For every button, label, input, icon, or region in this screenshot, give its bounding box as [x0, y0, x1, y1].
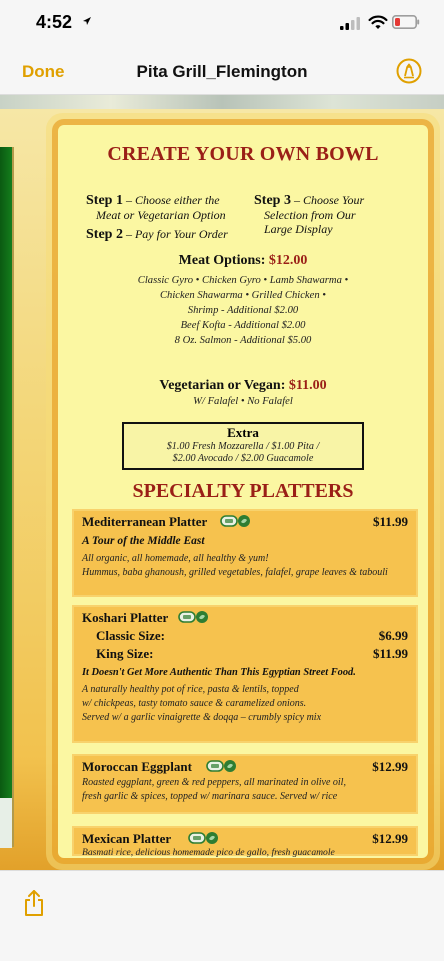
platter-subtitle: A Tour of the Middle East [82, 535, 205, 547]
status-bar [0, 0, 444, 48]
vegetarian-heading [58, 378, 428, 394]
vegan-badge-icon [206, 759, 248, 773]
platter-subtitle: It Doesn't Get More Authentic Than This Egyptian Street Food. [82, 667, 356, 678]
battery-low-icon [392, 15, 420, 29]
vegan-badge-icon [220, 514, 262, 528]
step-1 [86, 193, 220, 209]
meat-options-heading [58, 253, 428, 269]
done-button[interactable]: Done [22, 62, 65, 81]
vegetarian-label: Vegetarian or Vegan: [159, 378, 286, 393]
extra-line-1: $1.00 Fresh Mozzarella / $1.00 Pita / [166, 441, 320, 452]
platter-name: Koshari Platter [82, 610, 169, 625]
step-1-label: Step 1 [86, 193, 123, 208]
king-size-price: $11.99 [372, 646, 408, 661]
menu-panel [58, 125, 428, 858]
platter-card-koshari [74, 607, 416, 741]
extra-box [122, 422, 364, 470]
adjacent-page-edge [0, 147, 14, 847]
meat-line-3: Shrimp - Additional $2.00 [187, 305, 299, 316]
meat-line-4: Beef Kofta - Additional $2.00 [180, 320, 306, 331]
vegan-badge-icon [178, 610, 220, 624]
step-3-text-c: Large Display [264, 222, 333, 236]
step-1-text-b: Meat or Vegetarian Option [96, 208, 226, 222]
vegetarian-line: W/ Falafel • No Falafel [193, 396, 293, 407]
vegan-badge-icon [188, 831, 230, 845]
nav-bar [0, 48, 444, 95]
document-view[interactable] [0, 95, 444, 870]
step-3-label: Step 3 [254, 193, 291, 208]
classic-size-price: $6.99 [378, 628, 408, 643]
platter-line-1: A naturally healthy pot of rice, pasta & lentils, topped [82, 684, 299, 695]
step-3-line-3 [264, 222, 333, 237]
document-top-image-strip [0, 95, 444, 109]
platter-card-moroccan [74, 756, 416, 812]
step-3-text-b: Selection from Our [264, 208, 356, 222]
platter-line-2: Hummus, baba ghanoush, grilled vegetables, falafel, grape leaves & tabouli [82, 567, 388, 578]
classic-size-label: Classic Size: [96, 628, 165, 643]
location-arrow-icon [82, 16, 92, 26]
signal-icon [340, 16, 362, 30]
meat-line-1: Classic Gyro • Chicken Gyro • Lamb Shawarma • [137, 275, 349, 286]
step-2 [86, 227, 228, 243]
share-icon[interactable] [22, 889, 46, 917]
meat-options-price: $12.00 [268, 253, 308, 268]
step-3-line-2 [264, 208, 356, 223]
platter-name: Mexican Platter [82, 831, 172, 846]
platter-name: Moroccan Eggplant [82, 759, 192, 774]
platter-line-1: Basmati rice, delicious homemade pico de gallo, fresh guacamole [82, 847, 335, 858]
platter-price: $12.99 [372, 759, 408, 774]
platter-price: $11.99 [372, 514, 408, 529]
step-1-line-2 [96, 208, 226, 223]
meat-line-5: 8 Oz. Salmon - Additional $5.00 [174, 335, 312, 346]
extra-line-2: $2.00 Avocado / $2.00 Guacamole [172, 453, 314, 465]
meat-line-2: Chicken Shawarma • Grilled Chicken • [159, 290, 326, 301]
platter-price: $12.99 [372, 831, 408, 846]
specialty-title: SPECIALTY PLATTERS [132, 480, 354, 502]
step-1-text-a: – Choose either the [125, 193, 220, 207]
bowl-title: CREATE YOUR OWN BOWL [107, 143, 379, 165]
step-3 [254, 193, 364, 209]
king-size-label: King Size: [96, 646, 154, 661]
adjacent-page-edge-light [0, 798, 12, 848]
bottom-toolbar [0, 870, 444, 961]
document-title: Pita Grill_Flemington [136, 62, 308, 81]
step-2-label: Step 2 [86, 227, 123, 242]
platter-line-2: w/ chickpeas, tasty tomato sauce & caramelized onions. [82, 698, 307, 709]
platter-card-mediterranean [74, 511, 416, 595]
meat-options-label: Meat Options: [178, 253, 266, 268]
vegetarian-price: $11.00 [288, 378, 327, 393]
platter-name: Mediterranean Platter [82, 514, 208, 529]
platter-line-1: Roasted eggplant, green & red peppers, all marinated in olive oil, [82, 777, 346, 788]
platter-line-2: fresh garlic & spices, topped w/ marinara sauce. Served w/ rice [82, 791, 338, 802]
step-3-text-a: – Choose Your [293, 193, 365, 207]
platter-card-mexican [74, 828, 416, 858]
status-time: 4:52 [36, 12, 73, 32]
extra-title: Extra [227, 425, 259, 440]
platter-line-3: Served w/ a garlic vinaigrette & doqqa – crumbly spicy mix [82, 712, 322, 723]
step-2-text: – Pay for Your Order [125, 227, 228, 241]
markup-pen-icon[interactable] [396, 58, 422, 84]
wifi-icon [368, 14, 388, 30]
platter-line-1: All organic, all homemade, all healthy & yum! [82, 553, 269, 564]
